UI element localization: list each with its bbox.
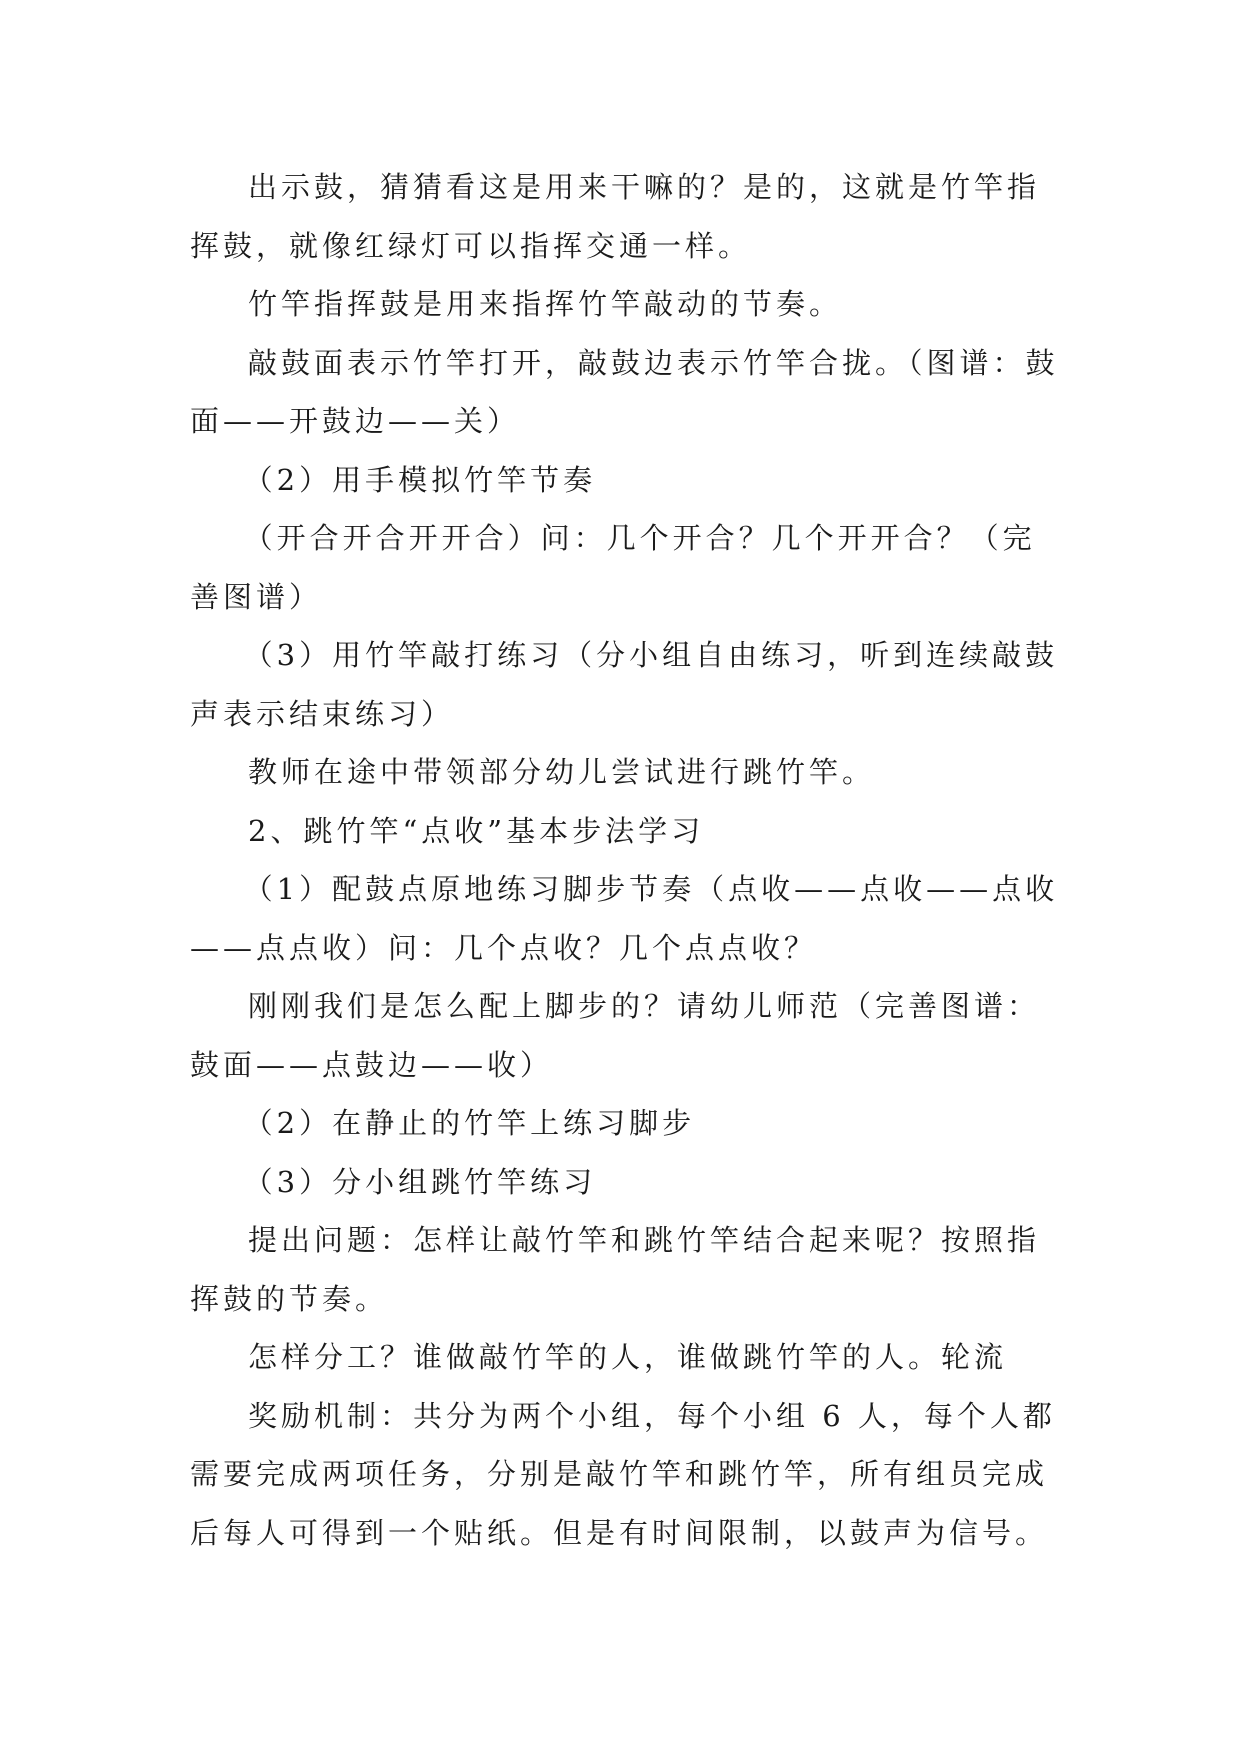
section-heading: 2、跳竹竿“点收”基本步法学习	[248, 813, 705, 848]
paragraph-4: （2）用手模拟竹竿节奏	[243, 462, 597, 497]
paragraph-5: （开合开合开开合）问：几个开合？几个开开合？（完善图谱）	[190, 521, 1036, 614]
paragraph-1: 出示鼓，猜猜看这是用来干嘛的？是的，这就是竹竿指挥鼓，就像红绿灯可以指挥交通一样。	[190, 170, 1041, 263]
paragraph-7: 教师在途中带领部分幼儿尝试进行跳竹竿。	[248, 755, 876, 789]
paragraph-14: 怎样分工？谁做敲竹竿的人，谁做跳竹竿的人。轮流	[248, 1340, 1008, 1374]
paragraph-2: 竹竿指挥鼓是用来指挥竹竿敲动的节奏。	[248, 287, 843, 321]
paragraph-13: 提出问题：怎样让敲竹竿和跳竹竿结合起来呢？按照指挥鼓的节奏。	[190, 1223, 1041, 1316]
paragraph-15: 奖励机制：共分为两个小组，每个小组 6 人，每个人都需要完成两项任务，分别是敲竹竿和跳竹竿，所有组员完成后每人可得到一个贴纸。但是有时间限制，以鼓声为信号。	[190, 1398, 1056, 1550]
paragraph-10: 刚刚我们是怎么配上脚步的？请幼儿师范（完善图谱：鼓面——点鼓边——收）	[190, 989, 1041, 1082]
paragraph-9: （1）配鼓点原地练习脚步节奏（点收——点收——点收——点点收）问：几个点收？几个点点收？	[190, 872, 1059, 965]
paragraph-3: 敲鼓面表示竹竿打开，敲鼓边表示竹竿合拢。（图谱：鼓面——开鼓边——关）	[190, 345, 1059, 438]
document-body	[190, 158, 1060, 1562]
paragraph-11: （2）在静止的竹竿上练习脚步	[243, 1106, 696, 1140]
paragraph-6: （3）用竹竿敲打练习（分小组自由练习，听到连续敲鼓声表示结束练习）	[190, 638, 1059, 731]
paragraph-12: （3）分小组跳竹竿练习	[243, 1164, 597, 1199]
